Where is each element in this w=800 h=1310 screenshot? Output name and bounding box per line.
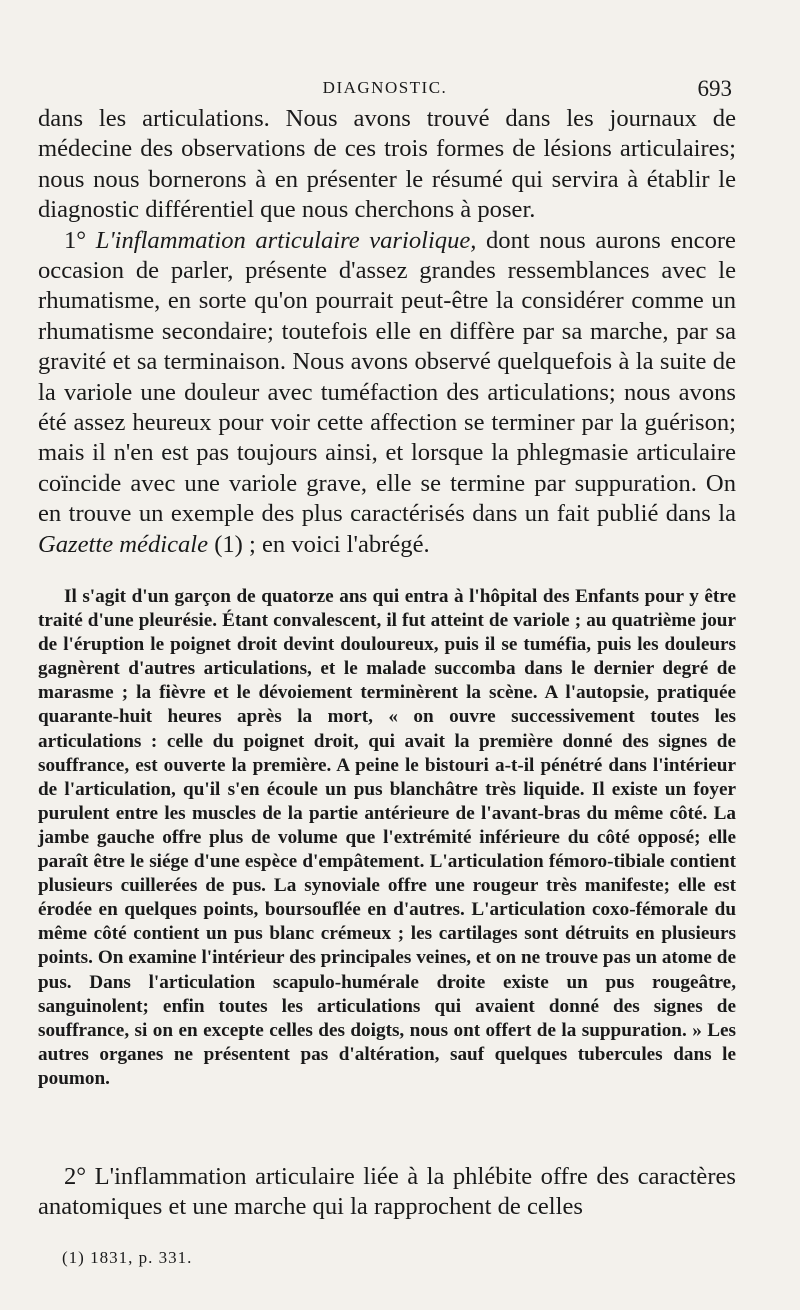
paragraph-variolic-inflammation: [38, 226, 736, 560]
case-report-quote: [38, 585, 736, 1091]
case-report-text: Il s'agit d'un garçon de quatorze ans qui entra à l'hôpital des Enfants pour y être traité d'une pleurésie. Étant convalescent, il fut atteint de variole ; au quatrième jour de l'éruption le poignet droit devint douloureux, puis il se tuméfia, puis les douleurs gagnèrent d'autres articulations, et le malade succomba dans le dernier degré de marasme ; la fièvre et le dévoiement terminèrent la scène. A l'autopsie, pratiquée quarante-huit heures après la mort, « on ouvre successivement toutes les articulations : celle du poignet droit, qui avait la première donné des signes de souffrance, est ouverte la première. A peine le bistouri a-t-il pénétré dans l'intérieur de l'articulation, qu'il s'en écoule un pus blanchâtre très liquide. Il existe un foyer purulent entre les muscles de la partie antérieure de l'avant-bras du même côté. La jambe gauche offre plus de volume que l'extrémité inférieure du côté opposé; elle paraît être le siége d'une espèce d'empâtement. L'articulation fémoro-tibiale contient plusieurs cuillerées de pus. La synoviale offre une rougeur très manifeste; elle est érodée en quelques points, boursouflée en d'autres. L'articulation coxo-fémorale du même côté contient un pus blanc crémeux ; les cartilages sont détruits en plusieurs points. On examine l'intérieur des principales veines, et on ne trouve pas un atome de pus. Dans l'articulation scapulo-humérale droite existe un pus rougeâtre, sanguinolent; enfin toutes les articulations qui avaient donné des signes de souffrance, si on en excepte celles des doigts, nous ont offert de la suppuration. » Les autres organes ne présentent pas d'altération, sauf quelques tubercules dans le poumon.: [38, 586, 736, 1089]
paragraph-text: dont nous aurons encore occasion de parler, présente d'assez grandes ressemblances avec le rhumatisme, en sorte qu'on pourrait peut-être la considérer comme un rhumatisme secondaire; toutefois elle en diffère par sa marche, par sa gravité et sa terminaison. Nous avons observé quelquefois à la suite de la variole une douleur avec tuméfaction des articulations; nous avons été assez heureux pour voir cette affection se terminer par la guérison; mais il n'en est pas toujours ainsi, et lorsque la phlegmasie articulaire coïncide avec une variole grave, elle se termine par suppuration. On en trouve un exemple des plus caractérisés dans un fait publié dans la: [38, 226, 736, 528]
journal-title: Gazette médicale: [38, 530, 209, 558]
running-head: [38, 76, 732, 104]
page-number: 693: [697, 76, 732, 101]
section-number: 1°: [64, 226, 87, 254]
section-title: L'inflammation articulaire variolique,: [95, 226, 477, 254]
footnote: (1) 1831, p. 331.: [62, 1248, 193, 1267]
running-title: DIAGNOSTIC.: [322, 78, 448, 97]
paragraph-end: (1) ; en voici l'abrégé.: [208, 530, 430, 558]
phlebitis-paragraph: 2° L'inflammation articulaire liée à la phlébite offre des caractères anatomiques et une marche qui la rapprochent de celles: [38, 1163, 736, 1221]
paragraph-continuation: dans les articulations. Nous avons trouvé dans les journaux de médecine des observations de ces trois formes de lésions articulaires; nous nous bornerons à en présenter le résumé qui servira à établir le diagnostic différentiel que nous cherchons à poser.: [38, 105, 736, 224]
section-phlebitis: [38, 1162, 736, 1223]
main-text: [38, 104, 736, 560]
